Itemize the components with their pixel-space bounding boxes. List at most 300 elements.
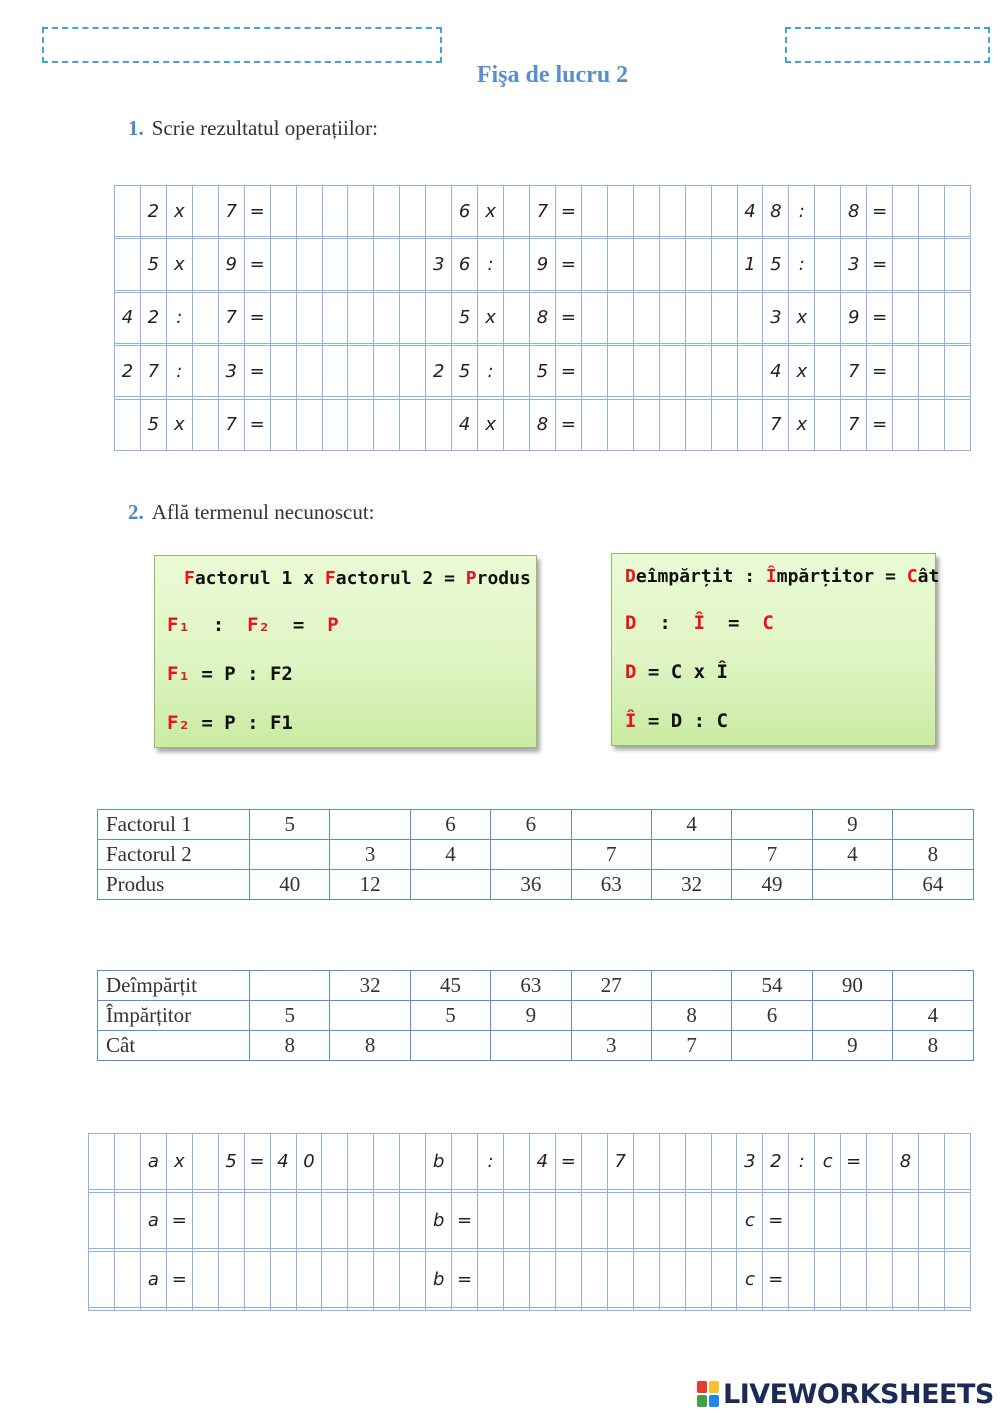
unknown-term-grid-cell[interactable] [789, 1251, 815, 1307]
operations-grid-cell[interactable] [348, 399, 374, 450]
unknown-term-grid-cell[interactable] [114, 1308, 140, 1311]
unknown-term-grid-cell[interactable] [348, 1251, 374, 1307]
unknown-term-grid-cell[interactable] [452, 1134, 478, 1190]
division-table-cell: 5 [250, 1001, 330, 1031]
operations-grid-cell[interactable] [711, 186, 737, 237]
unknown-term-grid-cell[interactable] [607, 1251, 633, 1307]
unknown-term-grid-cell[interactable] [270, 1308, 296, 1311]
unknown-term-grid-cell[interactable] [348, 1308, 374, 1311]
division-table-row [98, 971, 974, 1001]
operations-grid-cell[interactable] [374, 292, 400, 343]
division-table-cell[interactable] [491, 1031, 571, 1061]
operations-grid-cell[interactable] [270, 239, 296, 290]
unknown-term-grid-cell[interactable] [555, 1192, 581, 1248]
operations-grid-cell[interactable] [115, 399, 141, 450]
operations-grid-cell[interactable] [815, 346, 841, 397]
operations-grid-cell: 4 [737, 186, 763, 237]
operations-grid-cell[interactable] [192, 186, 218, 237]
operations-grid-cell[interactable] [711, 346, 737, 397]
unknown-term-grid-cell[interactable] [841, 1192, 867, 1248]
unknown-term-grid-cell[interactable] [400, 1308, 426, 1311]
unknown-term-grid-cell[interactable] [867, 1308, 893, 1311]
operations-grid-cell[interactable] [322, 186, 348, 237]
name-field[interactable] [42, 27, 442, 63]
unknown-term-grid-cell: = [452, 1251, 478, 1307]
unknown-term-grid-cell[interactable] [529, 1251, 555, 1307]
multiplication-table-cell[interactable] [330, 810, 410, 840]
operations-grid-cell[interactable] [581, 292, 607, 343]
multiplication-table [97, 809, 974, 900]
unknown-term-grid-cell[interactable] [504, 1308, 530, 1311]
unknown-term-grid-cell[interactable] [919, 1251, 945, 1307]
operations-grid-cell[interactable] [685, 292, 711, 343]
operations-grid-cell[interactable] [322, 399, 348, 450]
multiplication-table-label: Factorul 2 [98, 840, 250, 870]
unknown-term-grid-cell[interactable] [89, 1308, 115, 1311]
unknown-term-grid-cell[interactable] [504, 1251, 530, 1307]
unknown-term-grid-cell[interactable] [555, 1308, 581, 1311]
operations-grid-cell[interactable] [815, 186, 841, 237]
operations-grid-cell: 1 [737, 239, 763, 290]
operations-grid-cell[interactable] [685, 346, 711, 397]
unknown-term-grid-cell[interactable] [919, 1192, 945, 1248]
unknown-term-grid-cell[interactable] [296, 1192, 322, 1248]
operations-grid-cell[interactable] [893, 292, 919, 343]
unknown-term-grid-cell[interactable] [374, 1134, 400, 1190]
operations-grid-cell[interactable] [374, 239, 400, 290]
unknown-term-grid-cell: : [478, 1134, 504, 1190]
operations-grid-cell: 7 [841, 346, 867, 397]
unknown-term-grid-cell[interactable] [659, 1251, 685, 1307]
operations-grid-cell[interactable] [893, 399, 919, 450]
unknown-term-grid-cell[interactable] [581, 1251, 607, 1307]
unknown-term-grid-cell[interactable] [400, 1134, 426, 1190]
operations-grid-cell[interactable] [296, 399, 322, 450]
unknown-term-grid-cell[interactable] [944, 1251, 970, 1307]
unknown-term-grid-cell[interactable] [114, 1192, 140, 1248]
operations-grid-cell: = [867, 292, 893, 343]
operations-grid-cell[interactable] [815, 292, 841, 343]
unknown-term-grid-cell[interactable] [763, 1308, 789, 1311]
operations-grid-cell[interactable] [659, 346, 685, 397]
unknown-term-grid-cell[interactable] [89, 1192, 115, 1248]
operations-grid-cell[interactable] [374, 186, 400, 237]
rule-text-run: F₂ [247, 614, 270, 636]
unknown-term-grid-row [89, 1308, 971, 1311]
operations-grid-cell[interactable] [581, 239, 607, 290]
operations-grid-cell[interactable] [374, 399, 400, 450]
unknown-term-grid-cell[interactable] [944, 1192, 970, 1248]
multiplication-table-cell: 4 [812, 840, 892, 870]
division-table-label: Cât [98, 1031, 250, 1061]
unknown-term-grid-cell[interactable] [581, 1134, 607, 1190]
unknown-term-grid-cell[interactable] [633, 1308, 659, 1311]
operations-grid-cell: = [867, 346, 893, 397]
operations-grid-row [115, 292, 971, 343]
multiplication-table-cell: 64 [893, 870, 973, 900]
unknown-term-grid-cell[interactable] [504, 1192, 530, 1248]
unknown-term-grid-cell[interactable] [374, 1251, 400, 1307]
operations-grid-cell: 2 [115, 346, 141, 397]
operations-grid-cell[interactable] [504, 186, 530, 237]
division-table-row [98, 1031, 974, 1061]
operations-grid-cell: = [867, 399, 893, 450]
operations-grid-cell[interactable] [504, 346, 530, 397]
logo-square-bl [697, 1395, 707, 1407]
operations-grid-cell[interactable] [504, 292, 530, 343]
operations-grid-cell[interactable] [426, 186, 452, 237]
rule-text-run: Î [625, 710, 637, 732]
operations-grid-cell[interactable] [945, 186, 971, 237]
operations-grid-cell[interactable] [400, 186, 426, 237]
operations-grid-cell[interactable] [348, 239, 374, 290]
operations-grid-cell: = [555, 346, 581, 397]
unknown-term-grid-cell: = [841, 1134, 867, 1190]
unknown-term-grid-cell[interactable] [348, 1134, 374, 1190]
unknown-term-grid-cell[interactable] [322, 1134, 348, 1190]
unknown-term-grid-cell[interactable] [244, 1251, 270, 1307]
operations-grid-cell[interactable] [348, 346, 374, 397]
operations-grid-cell[interactable] [504, 399, 530, 450]
operations-grid-cell[interactable] [919, 399, 945, 450]
division-table-cell: 8 [893, 1031, 973, 1061]
unknown-term-grid-cell[interactable] [478, 1192, 504, 1248]
operations-grid-cell[interactable] [296, 186, 322, 237]
unknown-term-grid-cell[interactable] [192, 1308, 218, 1311]
multiplication-table-cell: 40 [250, 870, 330, 900]
operations-grid-cell[interactable] [296, 292, 322, 343]
operations-grid-cell[interactable] [607, 292, 633, 343]
exercise-2-text: Află termenul necunoscut: [151, 500, 375, 524]
unknown-term-grid-cell[interactable] [270, 1192, 296, 1248]
unknown-term-grid-cell[interactable] [529, 1308, 555, 1311]
unknown-term-grid-cell: a [140, 1251, 166, 1307]
operations-grid-cell[interactable] [711, 292, 737, 343]
unknown-term-grid-cell[interactable] [893, 1192, 919, 1248]
operations-grid-cell[interactable] [581, 399, 607, 450]
operations-grid-cell: = [867, 186, 893, 237]
multiplication-table-cell[interactable] [491, 840, 571, 870]
unknown-term-grid-cell[interactable] [841, 1251, 867, 1307]
multiplication-table-cell: 12 [330, 870, 410, 900]
operations-grid-cell[interactable] [711, 399, 737, 450]
division-table-cell[interactable] [812, 1001, 892, 1031]
division-table-cell[interactable] [893, 971, 973, 1001]
unknown-term-grid-cell[interactable] [504, 1134, 530, 1190]
operations-grid-cell[interactable] [426, 292, 452, 343]
operations-grid-cell[interactable] [270, 346, 296, 397]
operations-grid-cell[interactable] [893, 346, 919, 397]
operations-grid-cell[interactable] [711, 239, 737, 290]
unknown-term-grid-cell[interactable] [374, 1192, 400, 1248]
operations-grid-cell: = [244, 186, 270, 237]
unknown-term-grid-cell[interactable] [426, 1308, 452, 1311]
multiplication-table-cell[interactable] [651, 840, 731, 870]
operations-grid-cell[interactable] [322, 346, 348, 397]
unknown-term-grid-cell[interactable] [893, 1251, 919, 1307]
unknown-term-grid-cell[interactable] [633, 1251, 659, 1307]
multiplication-table-cell: 36 [491, 870, 571, 900]
multiplication-table-cell: 49 [732, 870, 812, 900]
unknown-term-grid-cell[interactable] [192, 1134, 218, 1190]
unknown-term-grid-cell[interactable] [114, 1134, 140, 1190]
operations-grid-cell[interactable] [115, 186, 141, 237]
unknown-term-grid-cell[interactable] [789, 1308, 815, 1311]
operations-grid-cell[interactable] [919, 292, 945, 343]
unknown-term-grid-cell[interactable] [659, 1134, 685, 1190]
operations-grid-cell[interactable] [400, 399, 426, 450]
unknown-term-grid-row [89, 1134, 971, 1190]
operations-grid-row [115, 186, 971, 237]
exercise-1-text: Scrie rezultatul operațiilor: [151, 116, 378, 140]
unknown-term-grid-cell[interactable] [400, 1192, 426, 1248]
unknown-term-grid-cell[interactable] [711, 1308, 737, 1311]
unknown-term-grid-cell[interactable] [815, 1192, 841, 1248]
unknown-term-grid-cell[interactable] [633, 1192, 659, 1248]
multiplication-table-cell[interactable] [812, 870, 892, 900]
multiplication-table-cell: 7 [732, 840, 812, 870]
operations-grid-cell: 7 [218, 186, 244, 237]
unknown-term-grid-cell: c [737, 1251, 763, 1307]
unknown-term-grid-cell: 5 [218, 1134, 244, 1190]
operations-grid-cell[interactable] [737, 399, 763, 450]
unknown-term-grid-cell[interactable] [919, 1134, 945, 1190]
operations-grid-cell[interactable] [192, 399, 218, 450]
unknown-term-grid-cell[interactable] [711, 1134, 737, 1190]
division-table-cell: 45 [410, 971, 490, 1001]
date-field[interactable] [785, 27, 990, 63]
unknown-term-grid-cell[interactable] [400, 1251, 426, 1307]
unknown-term-grid-cell[interactable] [140, 1308, 166, 1311]
division-table-cell[interactable] [410, 1031, 490, 1061]
operations-grid-cell[interactable] [893, 186, 919, 237]
division-table-label: Deîmpărțit [98, 971, 250, 1001]
operations-grid-cell[interactable] [737, 346, 763, 397]
unknown-term-grid-cell[interactable] [607, 1192, 633, 1248]
unknown-term-grid-cell[interactable] [633, 1134, 659, 1190]
unknown-term-grid-cell[interactable] [685, 1251, 711, 1307]
unknown-term-grid-row [89, 1192, 971, 1248]
unknown-term-grid-cell[interactable] [374, 1308, 400, 1311]
unknown-term-grid-cell[interactable] [296, 1251, 322, 1307]
operations-grid-cell[interactable] [919, 239, 945, 290]
operations-grid-cell[interactable] [581, 186, 607, 237]
operations-grid-cell[interactable] [348, 292, 374, 343]
multiplication-table-cell: 63 [571, 870, 651, 900]
operations-grid-cell[interactable] [607, 239, 633, 290]
unknown-term-grid-cell[interactable] [711, 1192, 737, 1248]
rule-text-run: = [705, 612, 763, 634]
operations-grid-cell: 8 [530, 399, 556, 450]
division-table [97, 970, 974, 1061]
operations-grid-cell[interactable] [322, 239, 348, 290]
division-rules-box [611, 553, 940, 746]
rule-text-run: mpărțitor = [776, 566, 907, 587]
unknown-term-grid-cell[interactable] [478, 1251, 504, 1307]
operations-grid-cell[interactable] [296, 239, 322, 290]
operations-grid-cell: 5 [763, 239, 789, 290]
operations-grid-cell[interactable] [607, 346, 633, 397]
unknown-term-grid-cell[interactable] [815, 1251, 841, 1307]
unknown-term-grid-cell[interactable] [944, 1308, 970, 1311]
multiplication-table-cell[interactable] [732, 810, 812, 840]
unknown-term-grid-cell[interactable] [218, 1192, 244, 1248]
operations-grid-cell[interactable] [633, 346, 659, 397]
unknown-term-grid-cell[interactable] [893, 1308, 919, 1311]
rule-text-run: F₁ [167, 614, 190, 636]
unknown-term-grid-cell[interactable] [685, 1308, 711, 1311]
rule-text-run: actorul 2 = [335, 568, 466, 589]
operations-grid-cell[interactable] [426, 399, 452, 450]
unknown-term-grid-cell[interactable] [815, 1308, 841, 1311]
operations-grid-cell[interactable] [296, 346, 322, 397]
unknown-term-grid-cell[interactable] [581, 1308, 607, 1311]
unknown-term-grid-cell[interactable] [737, 1308, 763, 1311]
rule-text-run: D [625, 566, 636, 587]
unknown-term-grid-cell[interactable] [89, 1134, 115, 1190]
unknown-term-grid-cell[interactable] [867, 1251, 893, 1307]
operations-grid-cell[interactable] [581, 346, 607, 397]
rule-text-run: rodus [476, 568, 531, 589]
unknown-term-grid-cell[interactable] [581, 1192, 607, 1248]
operations-grid-cell[interactable] [659, 186, 685, 237]
unknown-term-grid-cell[interactable] [166, 1308, 192, 1311]
operations-grid-cell: = [244, 399, 270, 450]
operations-grid-cell[interactable] [919, 346, 945, 397]
division-table-cell: 32 [330, 971, 410, 1001]
unknown-term-grid-cell[interactable] [89, 1251, 115, 1307]
unknown-term-grid-cell[interactable] [711, 1251, 737, 1307]
rule-text-run: = P : F1 [189, 712, 293, 734]
operations-grid-cell[interactable] [737, 292, 763, 343]
operations-grid-cell[interactable] [504, 239, 530, 290]
multiplication-table-cell[interactable] [410, 870, 490, 900]
operations-grid-cell: 9 [218, 239, 244, 290]
operations-grid-cell[interactable] [400, 346, 426, 397]
unknown-term-grid-cell[interactable] [529, 1192, 555, 1248]
operations-grid-cell[interactable] [607, 399, 633, 450]
unknown-term-grid-cell[interactable] [192, 1192, 218, 1248]
unknown-term-grid-cell[interactable] [348, 1192, 374, 1248]
operations-grid-cell[interactable] [685, 239, 711, 290]
operations-grid-cell[interactable] [685, 399, 711, 450]
operations-grid-cell[interactable] [633, 186, 659, 237]
unknown-term-grid-cell[interactable] [685, 1134, 711, 1190]
operations-grid-cell[interactable] [348, 186, 374, 237]
operations-grid-cell[interactable] [400, 239, 426, 290]
division-table-cell[interactable] [250, 971, 330, 1001]
operations-grid-cell[interactable] [945, 346, 971, 397]
operations-grid-cell[interactable] [945, 399, 971, 450]
rule-text-run: : [189, 614, 248, 636]
unknown-term-grid-cell[interactable] [244, 1192, 270, 1248]
multiplication-table-cell[interactable] [250, 840, 330, 870]
unknown-term-grid-cell[interactable] [322, 1308, 348, 1311]
operations-grid-cell[interactable] [374, 346, 400, 397]
operations-grid-cell[interactable] [192, 346, 218, 397]
rule-text-run: P [327, 614, 339, 636]
unknown-term-grid-cell[interactable] [685, 1192, 711, 1248]
operations-grid-cell[interactable] [270, 186, 296, 237]
multiplication-table-cell[interactable] [571, 810, 651, 840]
unknown-term-grid-cell: : [789, 1134, 815, 1190]
unknown-term-grid-cell[interactable] [607, 1308, 633, 1311]
unknown-term-grid-cell[interactable] [789, 1192, 815, 1248]
division-table-cell[interactable] [732, 1031, 812, 1061]
division-table-cell[interactable] [330, 1001, 410, 1031]
unknown-term-grid-cell[interactable] [218, 1251, 244, 1307]
unknown-term-grid [88, 1133, 971, 1311]
operations-grid-cell[interactable] [815, 239, 841, 290]
unknown-term-grid-cell[interactable] [114, 1251, 140, 1307]
division-table-cell[interactable] [651, 971, 731, 1001]
unknown-term-grid-cell[interactable] [218, 1308, 244, 1311]
operations-grid-cell[interactable] [633, 239, 659, 290]
multiplication-table-cell: 7 [571, 840, 651, 870]
unknown-term-grid-cell[interactable] [296, 1308, 322, 1311]
operations-grid-cell[interactable] [685, 186, 711, 237]
unknown-term-grid-cell[interactable] [270, 1251, 296, 1307]
unknown-term-grid-cell[interactable] [555, 1251, 581, 1307]
operations-grid-cell[interactable] [192, 239, 218, 290]
operations-grid-cell: 9 [841, 292, 867, 343]
unknown-term-grid-cell[interactable] [322, 1192, 348, 1248]
operations-grid-cell[interactable] [322, 292, 348, 343]
operations-grid-cell[interactable] [400, 292, 426, 343]
unknown-term-grid-cell[interactable] [659, 1192, 685, 1248]
operations-grid-cell: : [789, 239, 815, 290]
operations-grid-cell: = [555, 186, 581, 237]
operations-grid-cell[interactable] [633, 292, 659, 343]
multiplication-table-cell: 8 [893, 840, 973, 870]
unknown-term-grid-cell[interactable] [192, 1251, 218, 1307]
operations-grid-cell: = [244, 239, 270, 290]
unknown-term-grid-cell: a [140, 1192, 166, 1248]
division-rule-2 [625, 661, 728, 683]
operations-grid-row [115, 239, 971, 290]
unknown-term-grid-cell[interactable] [452, 1308, 478, 1311]
operations-grid-cell[interactable] [945, 292, 971, 343]
multiplication-table-cell: 4 [410, 840, 490, 870]
operations-grid-cell[interactable] [945, 239, 971, 290]
operations-grid-cell[interactable] [659, 399, 685, 450]
unknown-term-grid-cell[interactable] [867, 1192, 893, 1248]
operations-grid-cell[interactable] [192, 292, 218, 343]
operations-grid-cell: x [166, 186, 192, 237]
unknown-term-grid-cell[interactable] [867, 1134, 893, 1190]
operations-grid-cell[interactable] [919, 186, 945, 237]
unknown-term-grid-cell[interactable] [944, 1134, 970, 1190]
operations-grid-cell[interactable] [633, 399, 659, 450]
operations-grid-cell[interactable] [815, 399, 841, 450]
unknown-term-grid-cell[interactable] [322, 1251, 348, 1307]
operations-grid-cell[interactable] [659, 239, 685, 290]
division-table-cell: 90 [812, 971, 892, 1001]
multiplication-table-cell[interactable] [893, 810, 973, 840]
unknown-term-grid-cell[interactable] [659, 1308, 685, 1311]
operations-grid-cell[interactable] [270, 399, 296, 450]
unknown-term-grid-cell[interactable] [919, 1308, 945, 1311]
operations-grid-cell[interactable] [607, 186, 633, 237]
division-table-cell[interactable] [571, 1001, 651, 1031]
operations-grid-cell[interactable] [659, 292, 685, 343]
unknown-term-grid-cell[interactable] [841, 1308, 867, 1311]
operations-grid-cell[interactable] [893, 239, 919, 290]
unknown-term-grid-cell[interactable] [244, 1308, 270, 1311]
operations-grid-cell[interactable] [115, 239, 141, 290]
unknown-term-grid-cell[interactable] [478, 1308, 504, 1311]
operations-grid-cell[interactable] [270, 292, 296, 343]
